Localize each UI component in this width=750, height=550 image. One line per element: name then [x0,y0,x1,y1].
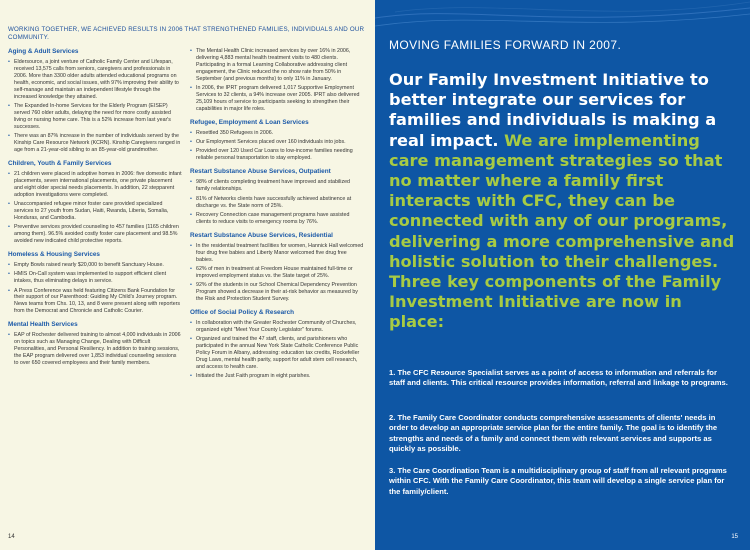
bullet-list [190,320,364,380]
section-title: Homeless & Housing Services [8,250,100,258]
section [8,321,182,367]
right-column [190,48,364,386]
list-item: • 62% of men in treatment at Freedom House maintained full-time or improved employment status vs. the State target of 25%. [190,266,364,280]
section-title: Children, Youth & Family Services [8,159,112,167]
list-item: • Resettled 350 Refugees in 2006. [190,130,364,137]
section [190,119,364,163]
component-paragraph-1: 1. The CFC Resource Specialist serves as a point of access to information and referrals for staff and clients. This critical resource provides information, referral and linkage to programs. [389,368,728,388]
right-page-headline [389,70,739,333]
list-item: • The Expanded In-home Services for the Elderly Program (EISEP) served 760 older adults, delaying the need for more costly assisted living or nursing home care. This is a 52% increase from last year's successes. [8,103,182,131]
section [190,309,364,380]
list-item: • 21 children were placed in adoptive homes in 2006: five domestic infant placements, seven international placements, one private placement and eight older special needs placements. In addition, 22 stepparent adoption investigations were completed. [8,171,182,199]
list-item: • Our Employment Services placed over 160 individuals into jobs. [190,139,364,146]
list-item: • Organized and trained the 47 staff, clients, and parishioners who participated in the annual New York State Catholic Conference Public Policy Forum in Albany, addressing: education tax credits, Rockefeller Drug Laws, mental health parity, support for adult stem cell research, and access to health care. [190,336,364,371]
list-item: • In collaboration with the Greater Rochester Community of Churches, organized eight "Meet Your County Legislator" forums. [190,320,364,334]
section [190,168,364,225]
right-page [375,0,750,550]
list-item: • 81% of Networks clients have successfully achieved abstinence at discharge vs. the State norm of 25%. [190,196,364,210]
page-number-left: 14 [8,534,15,540]
section-title: Mental Health Services [8,321,78,329]
bullet-list [190,243,364,303]
section [8,160,182,245]
section [8,48,182,154]
list-item: • Eldersource, a joint venture of Catholic Family Center and Lifespan, received 13,575 calls from seniors, caregivers and professionals in 2006. More than 3300 older adults attended educational programs on health, economic, and social issues, with 97% improving their ability to self-manage and maintain an independent lifestyle through the increased knowledge they attained. [8,59,182,100]
headline-green-text: We are implementing care management strategies so that no matter where a family first interacts with CFC, they can be connected with any of our programs, delivering a more comprehensive and holistic solution to their challenges. Three key components of the Family Investment Initiative are now in place: [389,130,735,332]
bullet-list [190,179,364,225]
section [190,232,364,303]
bullet-list [190,48,364,113]
section-title: Restart Substance Abuse Services, Outpatient [190,168,331,176]
bullet-list [190,130,364,163]
component-paragraph-3: 3. The Care Coordination Team is a multidisciplinary group of staff from all relevant programs within CFC. With the Family Care Coordinator, this team will develop a single service plan for the family/client. [389,466,727,496]
section [190,48,364,113]
list-item: • There was an 87% increase in the number of individuals served by the Kinship Care Resource Network (KCRN). Kinship Caregivers ranged in age from a 21-year-old sibling to an 85-year-old grandmother. [8,133,182,154]
section-title: Restart Substance Abuse Services, Residential [190,231,333,239]
list-item: • Recovery Connection case management programs have assisted clients to reduce visits to emergency rooms by 76%. [190,212,364,226]
right-page-kicker: MOVING FAMILIES FORWARD IN 2007. [389,38,622,52]
section-title: Office of Social Policy & Research [190,308,295,316]
component-paragraph-2: 2. The Family Care Coordinator conducts comprehensive assessments of clients' needs in order to develop an appropriate service plan for the entire family. The goal is to identify the strengths and needs of a family and connect them with relevant services and supports as quickly as possible. [389,413,718,454]
list-item: • 98% of clients completing treatment have improved and stabilized family relationships. [190,179,364,193]
section-title: Refugee, Employment & Loan Services [190,118,309,126]
page-number-right: 15 [731,534,738,540]
list-item: • Empty Bowls raised nearly $20,000 to benefit Sanctuary House. [8,262,182,269]
list-item: • A Press Conference was held featuring Citizens Bank Foundation for their support of our Parenthood: Guiding My Child's Journey program. News teams from Chs. 10, 13, and 8 were present along with reporters from the Democrat and Chronicle and Catholic Courier. [8,288,182,316]
list-item: • In 2006, the IPRT program delivered 1,017 Supportive Employment Services to 32 clients, a 94% increase over 2005. IPRT also delivered 25,109 hours of service to participants seeking to strengthen their capabilities in major life roles. [190,85,364,113]
left-column [8,48,182,373]
list-item: • Provided over 120 Used Car Loans to low-income families needing reliable personal transportation to stay employed. [190,148,364,162]
bullet-list [8,332,182,367]
list-item: • The Mental Health Clinic increased services by over 16% in 2006, delivering 4,883 mental health treatment visits to 480 clients. Participating in a formal Learning Collaborative addressing client engagement, the Clinic reduced the no show rate from 50% in September (and previous months) to only 11% in January. [190,48,364,83]
bullet-list [8,262,182,315]
list-item: • HMIS On-Call system was implemented to support efficient client intakes, thus eliminating delays in service. [8,271,182,285]
left-page-header: WORKING TOGETHER, WE ACHIEVED RESULTS IN 2006 THAT STRENGTHENED FAMILIES, INDIVIDUALS AND OUR COMMUNITY. [8,26,365,41]
section [8,251,182,315]
list-item: • 92% of the students in our School Chemical Dependency Prevention Program showed a decrease in their at-risk behavior as measured by the Risk and Protection Student Survey. [190,282,364,303]
bullet-list [8,59,182,154]
section-title: Aging & Adult Services [8,48,79,55]
list-item: • Preventive services provided counseling to 457 families (1165 children among them). 96.5% avoided costly foster care placement and 98.5% avoided new indicated child protective reports. [8,224,182,245]
bullet-list [8,171,182,245]
list-item: • Initiated the Just Faith program in eight parishes. [190,373,364,380]
list-item: • EAP of Rochester delivered training to almost 4,000 individuals in 2006 on topics such as Managing Change, Dealing with Difficult Personalities, and Personal Resiliency. In addition to training sessions, the EAP program delivered over 1,853 individual counseling sessions to over 650 covered employees and their family members. [8,332,182,367]
list-item: • In the residential treatment facilities for women, Hannick Hall welcomed four drug free babies and Liberty Manor welcomed five drug free babies. [190,243,364,264]
headline-white-text: Our Family Investment Initiative to better integrate our services for families and individuals is making a real impact. [389,70,717,150]
list-item: • Unaccompanied refugee minor foster care provided specialized services to 27 youth from Sudan, Haiti, Rwanda, Liberia, Somalia, Honduras, and Cambodia. [8,201,182,222]
